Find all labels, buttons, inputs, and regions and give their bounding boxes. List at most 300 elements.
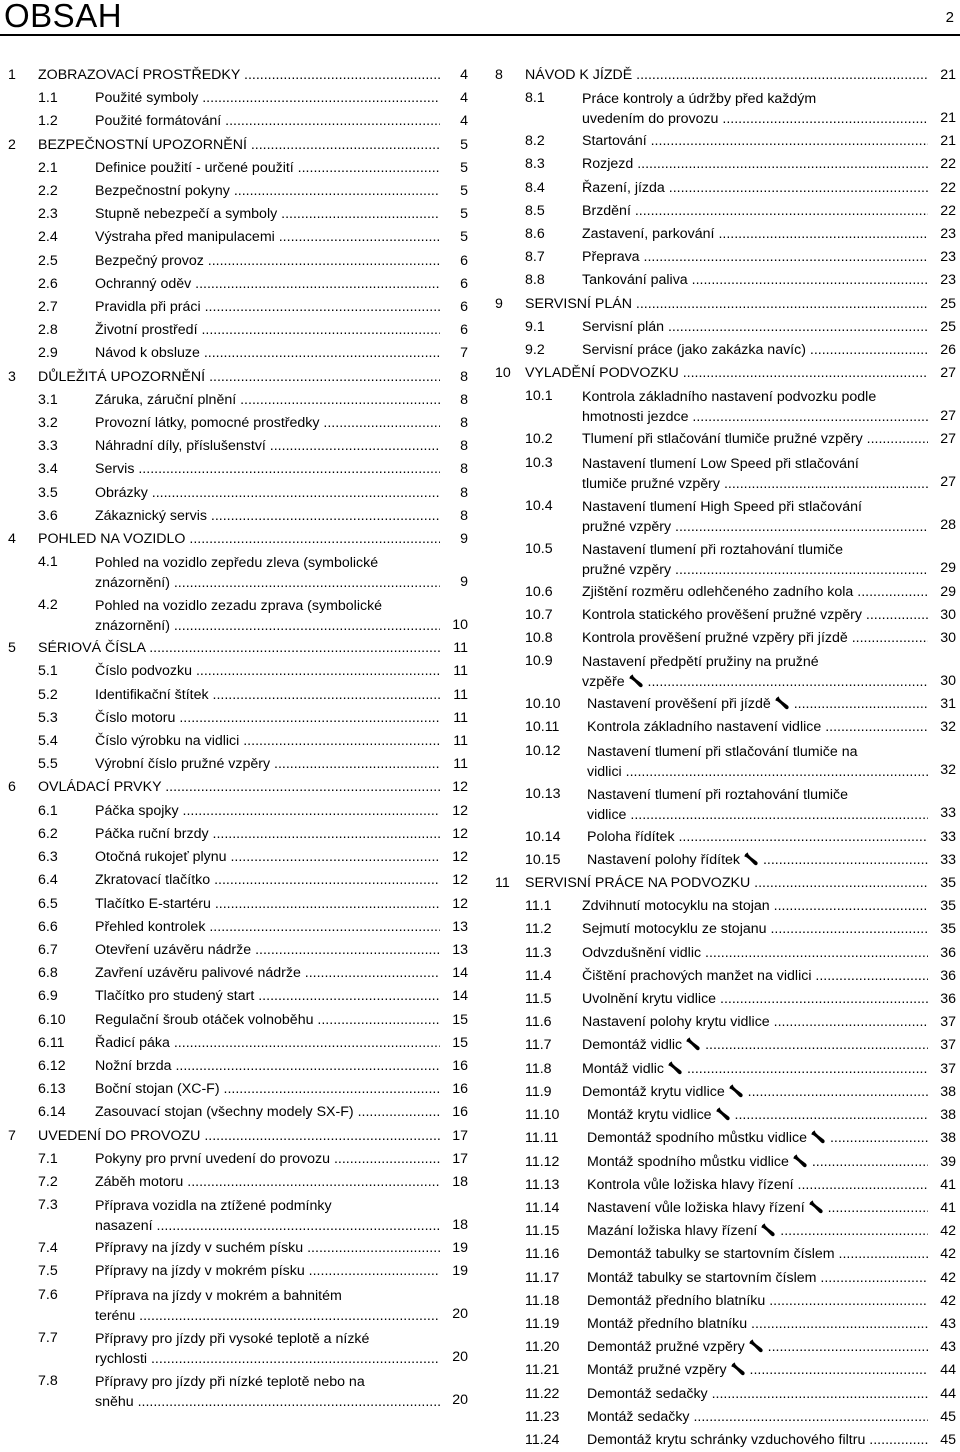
toc-entry-number: 6.11: [38, 1034, 65, 1051]
toc-entry-title: ZOBRAZOVACÍ PROSTŘEDKY: [38, 67, 241, 83]
toc-entry[interactable]: [8, 1078, 468, 1101]
toc-entry[interactable]: [8, 684, 468, 707]
toc-entry-number: 10.7: [525, 606, 553, 623]
toc-entry-page: 27: [940, 365, 956, 382]
toc-entry-title: Demontáž sedačky: [587, 1385, 708, 1402]
toc-entry[interactable]: [495, 740, 956, 783]
toc-entry[interactable]: [8, 637, 468, 660]
toc-entry-number: 9: [495, 295, 503, 312]
toc-entry-title: Otevření uzávěru nádrže: [95, 941, 252, 958]
toc-entry[interactable]: [495, 604, 956, 627]
toc-entry[interactable]: [8, 296, 468, 319]
toc-entry-page: 43: [940, 1315, 956, 1332]
toc-entry[interactable]: [8, 110, 468, 133]
toc-entry-page: 42: [940, 1246, 956, 1263]
toc-entry[interactable]: [495, 153, 956, 176]
toc-entry-page: 32: [940, 719, 956, 736]
toc-entry[interactable]: [8, 505, 468, 528]
toc-entry-title: Zasouvací stojan (všechny modely SX-F): [95, 1104, 354, 1121]
toc-entry-page: 8: [460, 484, 468, 501]
toc-entry[interactable]: [8, 1148, 468, 1171]
toc-entry[interactable]: [8, 87, 468, 110]
toc-entry-number: 2.6: [38, 275, 58, 292]
toc-entry[interactable]: [495, 1406, 956, 1429]
toc-entry-page: 33: [940, 828, 956, 845]
toc-entry[interactable]: [495, 64, 956, 87]
toc-entry-title: vidlici: [587, 763, 622, 780]
toc-entry-number: 4.1: [38, 554, 58, 571]
toc-entry[interactable]: [495, 1104, 956, 1127]
toc-entry-title: Tlačítko E-startéru: [95, 895, 211, 912]
toc-entry[interactable]: [495, 783, 956, 826]
toc-entry-title: Výrobní číslo pružné vzpěry: [95, 756, 271, 773]
toc-entry-title: Brzdění: [582, 202, 631, 219]
toc-entry-title: Přeprava: [582, 249, 640, 266]
toc-entry-title: Boční stojan (XC-F): [95, 1081, 220, 1098]
toc-entry[interactable]: [495, 538, 956, 581]
toc-entry[interactable]: [8, 776, 468, 799]
toc-entry-page: 5: [460, 183, 468, 200]
toc-entry-page: 13: [452, 941, 468, 958]
toc-entry[interactable]: [495, 316, 956, 339]
toc-entry-page: 6: [460, 275, 468, 292]
toc-entry-page: 38: [940, 1107, 956, 1124]
toc-entry-number: 6.2: [38, 825, 58, 842]
toc-entry-page: 26: [940, 342, 956, 359]
toc-entry-number: 10.3: [525, 454, 553, 471]
toc-entry-title: Otočná rukojeť plynu: [95, 849, 227, 866]
toc-entry-page: 8: [460, 391, 468, 408]
toc-entry[interactable]: [8, 846, 468, 869]
toc-entry-title: Pohled na vozidlo zezadu zprava (symbolické: [95, 598, 383, 615]
toc-entry[interactable]: [495, 1081, 956, 1104]
toc-entry-page: 6: [460, 322, 468, 339]
toc-entry-number: 11.24: [525, 1431, 560, 1448]
toc-entry-title: Montáž předního blatníku: [587, 1315, 748, 1332]
toc-entry[interactable]: [8, 985, 468, 1008]
toc-entry[interactable]: [8, 319, 468, 342]
toc-entry[interactable]: [495, 223, 956, 246]
toc-entry-title: Přehled kontrolek: [95, 918, 206, 935]
toc-entry[interactable]: [8, 823, 468, 846]
toc-entry-title: Přípravy pro jízdy při vysoké teplotě a nízké: [95, 1330, 370, 1347]
toc-entry-title: Zjištění rozměru odlehčeného zadního kola: [582, 583, 854, 600]
toc-entry[interactable]: [8, 458, 468, 481]
toc-entry[interactable]: [495, 965, 956, 988]
toc-entry-page: 18: [452, 1173, 468, 1190]
toc-entry[interactable]: [495, 1359, 956, 1382]
toc-entry[interactable]: [495, 428, 956, 451]
toc-entry[interactable]: [8, 482, 468, 505]
toc-entry[interactable]: [8, 435, 468, 458]
wrench-icon: [729, 1084, 744, 1098]
toc-entry-page: 11: [453, 756, 468, 773]
toc-entry[interactable]: [8, 64, 468, 87]
toc-entry-title: Nastavení prověšení při jízdě: [587, 696, 771, 713]
toc-entry-title: Příprava na jízdy v mokrém a bahnitém: [95, 1287, 342, 1304]
toc-entry[interactable]: [8, 412, 468, 435]
toc-entry[interactable]: [8, 916, 468, 939]
toc-entry-number: 2.9: [38, 345, 58, 362]
toc-entry[interactable]: [495, 895, 956, 918]
toc-entry[interactable]: [495, 177, 956, 200]
toc-entry[interactable]: [495, 293, 956, 316]
toc-entry[interactable]: [495, 1336, 956, 1359]
wrench-icon: [716, 1107, 731, 1121]
toc-entry-title: Kontrola základního nastavení vidlice: [587, 719, 822, 736]
toc-entry[interactable]: [495, 1127, 956, 1150]
toc-entry-number: 8.3: [525, 156, 545, 173]
toc-entry-number: 10.9: [525, 653, 553, 670]
toc-entry[interactable]: [8, 366, 468, 389]
toc-entry-page: 17: [452, 1127, 468, 1144]
toc-entry-title: Práce kontroly a údržby před každým: [582, 91, 817, 108]
toc-entry-page: 31: [940, 696, 956, 713]
toc-entry-number: 5.5: [38, 756, 58, 773]
toc-entry[interactable]: [495, 1313, 956, 1336]
toc-entry-title: VYLADĚNÍ PODVOZKU: [525, 365, 679, 382]
toc-entry-title: DŮLEŽITÁ UPOZORNĚNÍ: [38, 368, 206, 385]
toc-entry-number: 9.2: [525, 342, 545, 359]
toc-entry-title: SÉRIOVÁ ČÍSLA: [38, 640, 146, 657]
toc-entry-page: 19: [452, 1240, 468, 1257]
toc-entry[interactable]: [495, 269, 956, 292]
toc-entry[interactable]: [8, 800, 468, 823]
toc-entry[interactable]: [8, 250, 468, 273]
toc-entry-title: Montáž pružné vzpěry: [587, 1362, 727, 1379]
toc-entry[interactable]: [8, 1194, 468, 1237]
toc-entry-title: Bezpečnostní pokyny: [95, 183, 230, 200]
toc-entry-page: 41: [940, 1176, 956, 1193]
toc-entry[interactable]: [495, 1151, 956, 1174]
toc-entry[interactable]: [8, 1260, 468, 1283]
toc-entry[interactable]: [495, 1383, 956, 1406]
toc-entry-title: uvedením do provozu: [582, 111, 719, 128]
toc-entry[interactable]: [8, 707, 468, 730]
toc-entry-number: 11.6: [525, 1014, 552, 1031]
toc-entry[interactable]: [495, 1058, 956, 1081]
toc-entry-number: 11.20: [525, 1339, 560, 1356]
toc-entry-number: 11.14: [525, 1199, 560, 1216]
toc-entry[interactable]: [8, 180, 468, 203]
toc-entry-title: Sejmutí motocyklu ze stojanu: [582, 921, 767, 938]
toc-entry-number: 11.9: [525, 1083, 552, 1100]
toc-entry-page: 5: [460, 206, 468, 223]
toc-entry[interactable]: [495, 1267, 956, 1290]
toc-entry-number: 4: [8, 531, 16, 548]
toc-entry-title: Přípravy na jízdy v suchém písku: [95, 1240, 304, 1257]
toc-entry-page: 39: [940, 1153, 956, 1170]
toc-entry[interactable]: [8, 226, 468, 249]
toc-entry-number: 11.13: [525, 1176, 560, 1193]
toc-entry-page: 5: [460, 229, 468, 246]
toc-entry-title: Nastavení polohy krytu vidlice: [582, 1014, 770, 1031]
toc-entry[interactable]: [495, 988, 956, 1011]
toc-entry[interactable]: [495, 1174, 956, 1197]
toc-entry-number: 11.1: [525, 898, 552, 915]
toc-entry[interactable]: [495, 362, 956, 385]
toc-entry-page: 21: [940, 110, 956, 126]
toc-entry-title: Obrázky: [95, 484, 148, 501]
toc-entry-page: 5: [460, 136, 468, 153]
toc-entry[interactable]: [495, 581, 956, 604]
toc-entry-number: 7.1: [38, 1150, 58, 1167]
toc-entry-number: 7.4: [38, 1240, 58, 1257]
toc-entry-page: 32: [940, 762, 956, 779]
toc-entry[interactable]: [8, 273, 468, 296]
toc-entry[interactable]: [495, 1243, 956, 1266]
toc-entry[interactable]: [8, 1055, 468, 1078]
toc-entry-page: 13: [452, 918, 468, 935]
toc-entry[interactable]: [495, 200, 956, 223]
toc-entry-number: 6.1: [38, 802, 58, 819]
toc-entry[interactable]: [8, 1171, 468, 1194]
toc-entry-title: Ochranný oděv: [95, 275, 192, 292]
toc-entry-number: 3.5: [38, 484, 58, 501]
toc-entry-title: Náhradní díly, příslušenství: [95, 438, 266, 455]
toc-entry[interactable]: [495, 1220, 956, 1243]
page-title: OBSAH: [4, 0, 123, 34]
toc-entry-number: 5.1: [38, 663, 58, 680]
wrench-icon: [686, 1037, 701, 1051]
toc-entry-page: 8: [460, 507, 468, 524]
toc-entry-page: 19: [452, 1263, 468, 1280]
toc-entry-number: 10.6: [525, 583, 553, 600]
toc-entry[interactable]: [8, 1370, 468, 1413]
toc-entry-title: Pokyny pro první uvedení do provozu: [95, 1150, 331, 1167]
toc-entry-title: Kontrola základního nastavení podvozku podle: [582, 389, 877, 406]
toc-entry-number: 8.8: [525, 272, 545, 289]
toc-entry-number: 8.4: [525, 179, 545, 196]
toc-entry-title: OVLÁDACÍ PRVKY: [38, 779, 162, 796]
toc-entry[interactable]: [495, 87, 956, 130]
toc-entry[interactable]: [495, 1290, 956, 1313]
toc-entry[interactable]: [8, 203, 468, 226]
toc-entry[interactable]: [495, 1429, 956, 1452]
toc-entry[interactable]: [495, 1034, 956, 1057]
toc-entry-title: Regulační šroub otáček volnoběhu: [95, 1011, 314, 1028]
toc-entry[interactable]: [8, 389, 468, 412]
toc-entry-page: 20: [452, 1392, 468, 1409]
toc-entry-title: Použité symboly: [95, 90, 199, 107]
toc-entry[interactable]: [8, 660, 468, 683]
toc-entry[interactable]: [495, 385, 956, 428]
toc-entry-number: 10.2: [525, 431, 553, 448]
toc-entry[interactable]: [495, 1011, 956, 1034]
toc-entry[interactable]: [495, 246, 956, 269]
toc-entry-title: Identifikační štítek: [95, 686, 209, 703]
toc-entry[interactable]: [495, 849, 956, 872]
toc-entry-title: Demontáž předního blatníku: [587, 1292, 766, 1309]
toc-entry-number: 5.2: [38, 686, 58, 703]
toc-entry-number: 11.4: [525, 967, 552, 984]
toc-entry-page: 30: [940, 630, 956, 647]
toc-entry-number: 2.3: [38, 206, 58, 223]
toc-entry-title: Poloha řídítek: [587, 828, 675, 845]
toc-entry-title: Přípravy na jízdy v mokrém písku: [95, 1263, 305, 1280]
toc-entry-title: Tlumení při stlačování tlumiče pružné vzpěry: [582, 431, 863, 448]
toc-entry-page: 12: [452, 849, 468, 866]
toc-entry-page: 27: [940, 474, 956, 491]
toc-entry-page: 11: [453, 733, 468, 750]
toc-entry[interactable]: [495, 452, 956, 495]
toc-entry[interactable]: [8, 1237, 468, 1260]
toc-entry-number: 8.6: [525, 226, 545, 243]
toc-entry-page: 22: [940, 202, 956, 219]
toc-entry-title: Zastavení, parkování: [582, 226, 715, 243]
toc-entry[interactable]: [495, 872, 956, 895]
header-divider: [0, 34, 960, 36]
toc-entry[interactable]: [8, 528, 468, 551]
toc-entry-title: Nastavení polohy řídítek: [587, 851, 740, 868]
toc-entry-number: 5.4: [38, 733, 58, 750]
toc-entry-title: Životní prostředí: [95, 322, 198, 339]
toc-entry-page: 23: [940, 249, 956, 266]
toc-entry[interactable]: [8, 157, 468, 180]
toc-entry-page: 20: [452, 1306, 468, 1323]
toc-entry-number: 2.7: [38, 299, 58, 316]
toc-entry[interactable]: [8, 1284, 468, 1327]
toc-entry[interactable]: [495, 716, 956, 739]
toc-entry[interactable]: [8, 342, 468, 365]
toc-entry[interactable]: [8, 134, 468, 157]
toc-entry-number: 6.10: [38, 1011, 66, 1028]
toc-entry[interactable]: [8, 939, 468, 962]
toc-entry[interactable]: [495, 627, 956, 650]
toc-entry-page: 16: [452, 1057, 468, 1074]
toc-entry-number: 3: [8, 368, 16, 385]
toc-entry[interactable]: [8, 1125, 468, 1148]
toc-entry-title: Demontáž pružné vzpěry: [587, 1339, 745, 1356]
toc-entry-page: 20: [452, 1349, 468, 1366]
toc-entry[interactable]: [8, 730, 468, 753]
toc-entry-title: Nastavení předpětí pružiny na pružné: [582, 654, 819, 671]
toc-entry-number: 1.1: [38, 90, 58, 107]
toc-entry-title: Demontáž tabulky se startovním číslem: [587, 1246, 835, 1263]
toc-entry-number: 7.8: [38, 1372, 58, 1389]
wrench-icon: [744, 852, 759, 866]
toc-entry-number: 11.16: [525, 1246, 560, 1263]
wrench-icon: [793, 1154, 808, 1168]
toc-entry-number: 1.2: [38, 113, 58, 130]
toc-entry-number: 8.5: [525, 202, 545, 219]
toc-entry-number: 8.1: [525, 90, 545, 107]
toc-entry-page: 27: [940, 408, 956, 425]
toc-entry-title: Montáž krytu vidlice: [587, 1107, 712, 1124]
toc-entry[interactable]: [495, 650, 956, 693]
toc-entry-page: 44: [940, 1362, 956, 1379]
toc-entry[interactable]: [8, 1009, 468, 1032]
toc-entry-number: 11.8: [525, 1060, 552, 1077]
toc-entry[interactable]: [495, 1197, 956, 1220]
toc-entry-number: 11.19: [525, 1315, 560, 1332]
toc-entry[interactable]: [495, 339, 956, 362]
toc-entry-title: SERVISNÍ PLÁN: [525, 295, 632, 312]
toc-entry-number: 5.3: [38, 709, 58, 726]
toc-entry-page: 28: [940, 517, 956, 534]
toc-entry-title: Záběh motoru: [95, 1173, 184, 1190]
toc-entry[interactable]: [495, 130, 956, 153]
toc-entry-number: 11.7: [525, 1037, 552, 1054]
toc-entry-page: 5: [460, 159, 468, 176]
wrench-icon: [811, 1130, 826, 1144]
toc-entry-number: 6.6: [38, 918, 58, 935]
toc-entry-title: POHLED NA VOZIDLO: [38, 531, 186, 548]
toc-entry-page: 38: [940, 1130, 956, 1147]
toc-entry[interactable]: [495, 918, 956, 941]
toc-entry-number: 10.12: [525, 742, 561, 759]
toc-entry-title: Definice použití - určené použití: [95, 159, 294, 176]
toc-entry-page: 12: [452, 872, 468, 889]
toc-entry-page: 29: [940, 560, 956, 577]
toc-entry[interactable]: [8, 1032, 468, 1055]
toc-entry[interactable]: [8, 1327, 468, 1370]
toc-entry[interactable]: [8, 893, 468, 916]
toc-entry-title: sněhu: [95, 1393, 134, 1410]
toc-entry-page: 16: [452, 1081, 468, 1098]
toc-entry-page: 12: [452, 895, 468, 912]
toc-entry-page: 18: [452, 1216, 468, 1233]
toc-entry-title: Návod k obsluze: [95, 345, 200, 362]
toc-entry-number: 11.12: [525, 1153, 560, 1170]
toc-entry-page: 25: [940, 318, 956, 335]
toc-entry[interactable]: [495, 693, 956, 716]
toc-entry-number: 6.14: [38, 1104, 66, 1121]
toc-entry-title: hmotnosti jezdce: [582, 409, 689, 426]
toc-entry-number: 6: [8, 779, 16, 796]
toc-entry-title: Demontáž krytu vidlice: [582, 1083, 725, 1100]
toc-entry-number: 2.8: [38, 322, 58, 339]
toc-entry-page: 27: [940, 431, 956, 448]
toc-entry-number: 2.1: [38, 159, 58, 176]
toc-entry-title: Mazání ložiska hlavy řízení: [587, 1223, 758, 1240]
toc-entry-title: Řazení, jízda: [582, 179, 665, 196]
toc-entry-title: Servisní práce (jako zakázka navíc): [582, 342, 806, 359]
toc-entry-title: Bezpečný provoz: [95, 252, 204, 269]
toc-entry-title: Uvolnění krytu vidlice: [582, 991, 717, 1008]
toc-entry[interactable]: [8, 594, 468, 637]
toc-entry[interactable]: [8, 753, 468, 776]
toc-entry-title: Řadicí páka: [95, 1034, 170, 1051]
toc-entry-number: 11.5: [525, 991, 552, 1008]
toc-entry[interactable]: [495, 495, 956, 538]
toc-entry-title: Nastavení tlumení při roztahování tlumiče: [582, 541, 844, 558]
toc-entry-title: Servis: [95, 461, 135, 478]
toc-entry[interactable]: [8, 1101, 468, 1124]
toc-entry-page: 44: [940, 1385, 956, 1402]
toc-entry-page: 9: [460, 574, 468, 591]
toc-entry-number: 11.21: [525, 1362, 560, 1379]
toc-entry-title: Montáž tabulky se startovním číslem: [587, 1269, 817, 1286]
toc-entry-title: Demontáž krytu schránky vzduchového filtru: [587, 1431, 866, 1448]
toc-entry-page: 37: [940, 1014, 956, 1031]
toc-entry[interactable]: [8, 869, 468, 892]
toc-entry[interactable]: [495, 942, 956, 965]
toc-entry-number: 3.1: [38, 391, 58, 408]
toc-entry-page: 25: [940, 295, 956, 312]
toc-entry[interactable]: [8, 551, 468, 594]
toc-entry-number: 7.5: [38, 1263, 58, 1280]
toc-entry-page: 45: [940, 1408, 956, 1425]
toc-entry-number: 7.3: [38, 1197, 58, 1214]
toc-entry[interactable]: [8, 962, 468, 985]
toc-entry[interactable]: [495, 826, 956, 849]
toc-entry-number: 11.15: [525, 1223, 560, 1240]
toc-entry-page: 35: [940, 875, 956, 892]
toc-entry-number: 10.1: [525, 388, 553, 405]
toc-entry-page: 42: [940, 1269, 956, 1286]
toc-entry-page: 17: [452, 1150, 468, 1167]
